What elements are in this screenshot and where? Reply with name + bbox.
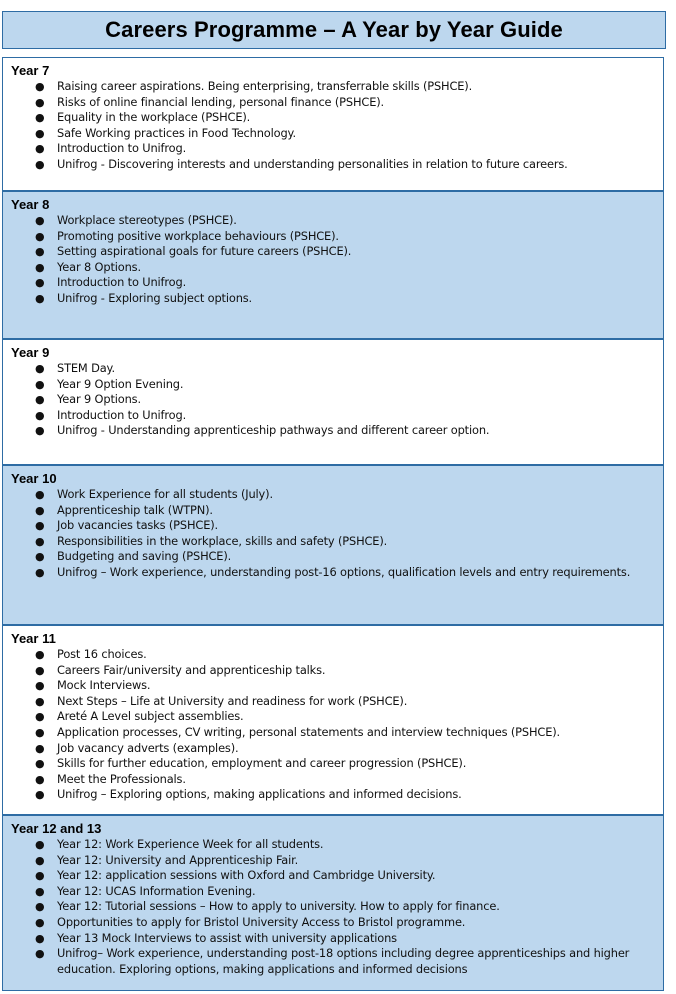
bullet-icon: ● (35, 931, 45, 945)
list-item: ● Year 12: Tutorial sessions – How to apply to university. How to apply for finance. (35, 899, 500, 914)
list-item: ● Unifrog - Exploring subject options. (35, 290, 253, 305)
list-item: ● Introduction to Unifrog. (35, 275, 187, 290)
bullet-icon: ● (35, 788, 45, 802)
bullet-icon: ● (35, 679, 45, 693)
bullet-icon: ● (35, 519, 45, 533)
bullet-icon: ● (35, 80, 45, 93)
list-item: ● Budgeting and saving (PSHCE). (35, 549, 232, 564)
page-title: Careers Programme – A Year by Year Guide (105, 17, 563, 42)
bullet-icon: ● (35, 915, 45, 929)
item-list (3, 361, 663, 439)
list-item: ● Risks of online financial lending, personal finance (PSHCE). (35, 94, 385, 109)
section-year-11 (2, 625, 664, 815)
list-item: ● Safe Working practices in Food Technology. (35, 125, 296, 140)
item-list (3, 213, 663, 307)
bullet-icon: ● (35, 710, 45, 724)
list-item: ● Unifrog – Work experience, understanding post-16 options, qualification levels and entry requirements. (35, 564, 631, 579)
item-list (3, 487, 663, 581)
bullet-icon: ● (35, 362, 45, 375)
list-item: ● Careers Fair/university and apprenticeship talks. (35, 662, 326, 677)
section-year-12-13 (2, 815, 664, 991)
section-year-7 (2, 57, 664, 191)
item-list (3, 837, 663, 977)
bullet-icon: ● (35, 276, 45, 290)
list-item: ● Next Steps – Life at University and readiness for work (PSHCE). (35, 693, 408, 708)
list-item: ● Year 12: University and Apprenticeship Fair. (35, 852, 299, 867)
section-heading: Year 10 (11, 471, 57, 486)
list-item: ● Raising career aspirations. Being enterprising, transferrable skills (PSHCE). (35, 79, 473, 93)
bullet-icon: ● (35, 424, 45, 438)
list-item: ● Opportunities to apply for Bristol University Access to Bristol programme. (35, 914, 466, 929)
list-item: ● Application processes, CV writing, personal statements and interview techniques (PSHCE). (35, 724, 560, 739)
list-item: ● Apprenticeship talk (WTPN). (35, 502, 213, 517)
list-item: ● Skills for further education, employment and career progression (PSHCE). (35, 756, 467, 771)
item-list (3, 647, 663, 803)
bullet-icon: ● (35, 488, 45, 501)
bullet-icon: ● (35, 550, 45, 564)
bullet-icon: ● (35, 947, 45, 961)
list-item: ● Areté A Level subject assemblies. (35, 709, 244, 724)
bullet-icon: ● (35, 408, 45, 422)
section-heading: Year 11 (11, 631, 56, 646)
bullet-icon: ● (35, 772, 45, 786)
list-item: ● Unifrog– Work experience, understanding post-18 options including degree apprenticeships and higher education. Exploring options, making applications and informed decisions (35, 946, 630, 976)
bullet-icon: ● (35, 291, 45, 305)
section-heading: Year 9 (11, 345, 50, 360)
list-item: ● Unifrog - Understanding apprenticeship pathways and different career option. (35, 423, 490, 438)
section-year-10 (2, 465, 664, 625)
bullet-icon: ● (35, 534, 45, 548)
item-list (3, 79, 663, 173)
list-item: ● Year 9 Options. (35, 392, 141, 407)
section-heading: Year 8 (11, 197, 50, 212)
list-item: ● Unifrog – Exploring options, making applications and informed decisions. (35, 787, 462, 802)
list-item: ● Year 12: Work Experience Week for all students. (35, 837, 324, 851)
bullet-icon: ● (35, 142, 45, 156)
bullet-icon: ● (35, 884, 45, 898)
bullet-icon: ● (35, 663, 45, 677)
bullet-icon: ● (35, 260, 45, 274)
bullet-icon: ● (35, 694, 45, 708)
section-heading: Year 7 (11, 63, 50, 78)
bullet-icon: ● (35, 393, 45, 407)
list-item: ● Workplace stereotypes (PSHCE). (35, 213, 237, 227)
bullet-icon: ● (35, 157, 45, 171)
list-item: ● Year 12: application sessions with Oxford and Cambridge University. (35, 868, 436, 883)
list-item: ● Unifrog - Discovering interests and understanding personalities in relation to future careers. (35, 156, 568, 171)
bullet-icon: ● (35, 757, 45, 771)
bullet-icon: ● (35, 111, 45, 125)
list-item: ● Job vacancies tasks (PSHCE). (35, 518, 219, 533)
bullet-icon: ● (35, 245, 45, 259)
list-item: ● Year 12: UCAS Information Evening. (35, 883, 256, 898)
bullet-icon: ● (35, 853, 45, 867)
list-item: ● Work Experience for all students (July). (35, 487, 273, 501)
bullet-icon: ● (35, 229, 45, 243)
bullet-icon: ● (35, 377, 45, 391)
bullet-icon: ● (35, 503, 45, 517)
list-item: ● Introduction to Unifrog. (35, 141, 187, 156)
bullet-icon: ● (35, 126, 45, 140)
list-item: ● Year 13 Mock Interviews to assist with university applications (35, 930, 397, 945)
list-item: ● Mock Interviews. (35, 678, 151, 693)
list-item: ● Job vacancy adverts (examples). (35, 740, 239, 755)
bullet-icon: ● (35, 95, 45, 109)
bullet-icon: ● (35, 648, 45, 661)
bullet-icon: ● (35, 214, 45, 227)
bullet-icon: ● (35, 869, 45, 883)
bullet-icon: ● (35, 565, 45, 579)
list-item: ● Promoting positive workplace behaviours (PSHCE). (35, 228, 339, 243)
bullet-icon: ● (35, 838, 45, 851)
section-heading: Year 12 and 13 (11, 821, 102, 836)
bullet-icon: ● (35, 741, 45, 755)
list-item: ● Year 9 Option Evening. (35, 376, 184, 391)
title-banner (2, 11, 666, 49)
list-item: ● Year 8 Options. (35, 259, 141, 274)
bullet-icon: ● (35, 725, 45, 739)
list-item: ● Equality in the workplace (PSHCE). (35, 110, 251, 125)
bullet-icon: ● (35, 900, 45, 914)
list-item: ● Meet the Professionals. (35, 771, 186, 786)
list-item: ● Setting aspirational goals for future careers (PSHCE). (35, 244, 352, 259)
list-item: ● Post 16 choices. (35, 647, 147, 661)
list-item: ● Responsibilities in the workplace, skills and safety (PSHCE). (35, 533, 388, 548)
section-year-8 (2, 191, 664, 339)
list-item: ● STEM Day. (35, 361, 115, 375)
list-item: ● Introduction to Unifrog. (35, 407, 187, 422)
section-year-9 (2, 339, 664, 465)
